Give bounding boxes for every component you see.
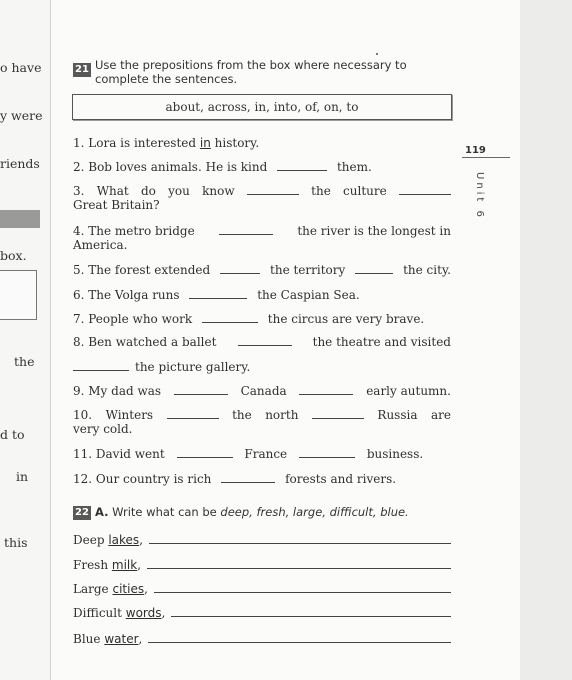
answer-blank[interactable] <box>355 264 393 274</box>
answer-blank[interactable] <box>177 448 233 458</box>
answer-blank[interactable] <box>399 185 451 195</box>
left-page-box-fragment <box>0 270 37 320</box>
left-page-fragment: y were <box>0 108 43 123</box>
left-page-fragment: riends <box>0 156 40 171</box>
prepositions-box: about, across, in, into, of, on, to <box>72 94 452 120</box>
handwritten-answer: in <box>199 136 211 150</box>
sentence-1: 1. Lora is interested in history. <box>73 136 260 150</box>
left-page-fragment: box. <box>0 248 27 263</box>
sentence-2: 2. Bob loves animals. He is kind them. <box>73 160 372 174</box>
answer-blank[interactable] <box>247 185 299 195</box>
print-speck <box>376 53 378 55</box>
sentence-6: 6. The Volga runs the Caspian Sea. <box>73 288 360 302</box>
answer-blank[interactable] <box>299 385 353 395</box>
handwritten-answer: words <box>125 606 162 620</box>
sentence-7: 7. People who work the circus are very brave. <box>73 312 425 326</box>
exercise-22-instruction: A. Write what can be deep, fresh, large, difficult, blue. <box>95 505 409 519</box>
answer-line[interactable] <box>171 606 451 617</box>
answer-blank[interactable] <box>202 313 258 323</box>
handwritten-answer: cities <box>112 582 145 596</box>
exercise-21-instruction: Use the prepositions from the box where necessary to complete the sentences. <box>95 58 407 86</box>
left-page-fragment: o have <box>0 60 42 75</box>
handwritten-answer: milk <box>111 558 138 572</box>
sentence-5: 5. The forest extended the territory the city. <box>73 263 451 277</box>
answer-row: Fresh milk , <box>73 558 451 572</box>
previous-page-edge <box>0 0 51 680</box>
answer-blank[interactable] <box>238 336 292 346</box>
answer-blank[interactable] <box>73 361 129 371</box>
answer-row: Deep lakes , <box>73 533 451 547</box>
left-page-fragment: in <box>16 469 29 484</box>
sentence-9: 9. My dad was Canada early autumn. <box>73 384 451 398</box>
sentence-4: 4. The metro bridge the river is the longest in America. <box>73 224 451 252</box>
answer-blank[interactable] <box>167 409 219 419</box>
exercise-number-badge: 22 <box>75 507 89 518</box>
left-page-fragment: d to <box>0 427 25 442</box>
answer-line[interactable] <box>149 533 451 544</box>
answer-blank[interactable] <box>220 264 260 274</box>
left-page-fragment: this <box>4 535 28 550</box>
answer-blank[interactable] <box>221 473 275 483</box>
answer-line[interactable] <box>147 558 451 569</box>
answer-blank[interactable] <box>312 409 364 419</box>
answer-blank[interactable] <box>219 225 273 235</box>
handwritten-answer: lakes <box>108 533 140 547</box>
sentence-12: 12. Our country is rich forests and rivers. <box>73 472 397 486</box>
answer-blank[interactable] <box>277 161 327 171</box>
answer-row: Difficult words , <box>73 606 451 620</box>
left-page-fragment: the <box>14 354 35 369</box>
unit-label: Unit 6 <box>474 172 485 220</box>
answer-blank[interactable] <box>189 289 247 299</box>
page-number: 119 <box>465 145 486 156</box>
answer-row: Blue water , <box>73 632 451 646</box>
sentence-3: 3. What do you know the culture Great Britain? <box>73 184 451 212</box>
answer-blank[interactable] <box>299 448 355 458</box>
exercise-number-badge: 21 <box>75 64 89 75</box>
answer-line[interactable] <box>148 632 451 643</box>
right-margin <box>520 0 572 680</box>
sentence-10: 10. Winters the north Russia are very cold. <box>73 408 451 436</box>
page-number-rule <box>462 157 510 158</box>
answer-line[interactable] <box>154 582 451 593</box>
sentence-11: 11. David went France business. <box>73 447 424 461</box>
answer-blank[interactable] <box>174 385 228 395</box>
handwritten-answer: water <box>104 632 139 646</box>
answer-row: Large cities , <box>73 582 451 596</box>
sentence-8: 8. Ben watched a ballet the theatre and visited the picture gallery. <box>73 335 451 374</box>
left-page-grey-bar <box>0 210 40 228</box>
